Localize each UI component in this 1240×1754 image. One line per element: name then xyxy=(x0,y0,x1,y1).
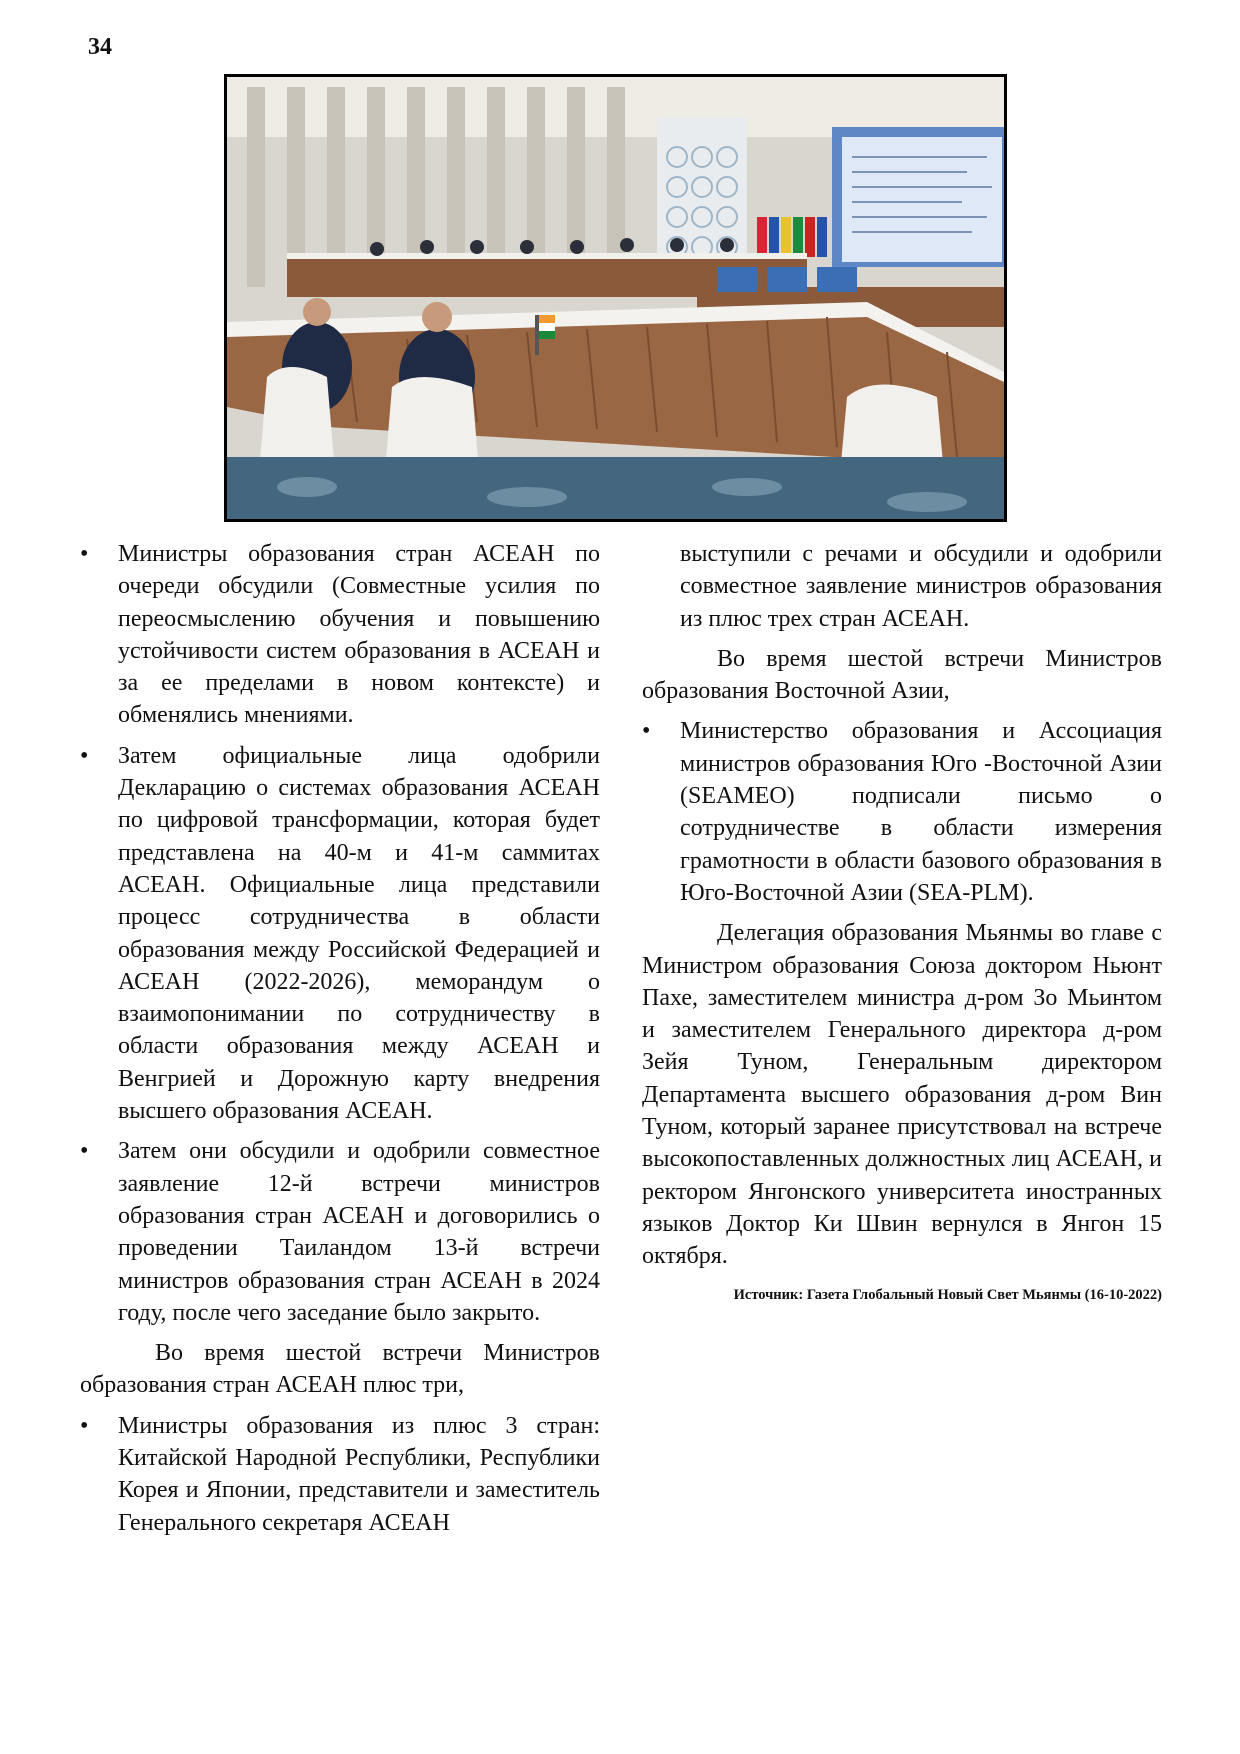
conference-photo xyxy=(224,74,1007,522)
right-bullet-list xyxy=(642,715,1162,909)
right-continuation-list xyxy=(642,538,1162,635)
paragraph-myanmar-delegation: Делегация образования Мьянмы во главе с Министром образования Союза доктором Ньюнт Пахе, заместителем министра д-ром Зо Мьинтом и заместителем Генерального директора д-ром Зейя Туном, Генеральным директором Департамента высшего образования д-ром Вин Туном, который заранее присутствовал на встрече высокопоставленных должностных лиц АСЕАН, и ректором Янгонского университета иностранных языков Доктор Ки Швин вернулся в Янгон 15 октября. xyxy=(642,920,1162,1270)
source-citation: Источник: Газета Глобальный Новый Свет Мьянмы (16-10-2022) xyxy=(733,1286,1162,1303)
list-item: • Министерство образования и Ассоциация министров образования Юго -Восточной Азии (SEAMEO) подписали письмо о сотрудничестве в области измерения грамотности в области базового образования в Юго-Восточной Азии (SEA-PLM). xyxy=(642,715,1162,909)
photo-icon xyxy=(227,77,1004,519)
paragraph-east-asia: Во время шестой встречи Министров образования Восточной Азии, xyxy=(642,645,1162,705)
list-item: • Министры образования из плюс 3 стран: Китайской Народной Республики, Республики Корея и Японии, представители и заместитель Генерального секретаря АСЕАН xyxy=(80,1410,600,1539)
page-number: 34 xyxy=(88,34,112,60)
left-bullet-list xyxy=(80,538,600,1329)
left-bullet-list-2 xyxy=(80,1410,600,1539)
list-item: • Министры образования стран АСЕАН по очереди обсудили (Совместные усилия по переосмыслению обучения и повышению устойчивости систем образования в АСЕАН и за ее пределами в новом контексте) и обменялись мнениями. xyxy=(80,538,600,732)
list-item: • Затем они обсудили и одобрили совместное заявление 12-й встречи министров образования стран АСЕАН и договорились о проведении Таиландом 13-й встречи министров образования стран АСЕАН в 2024 году, после чего заседание было закрыто. xyxy=(80,1135,600,1329)
list-item: • Затем официальные лица одобрили Декларацию о системах образования АСЕАН по цифровой трансформации, которая будет представлена на 40-м и 41-м саммитах АСЕАН. Официальные лица представили процесс сотрудничества в области образования между Российской Федерацией и АСЕАН (2022-2026), меморандум о взаимопонимании по сотрудничеству в области образования между АСЕАН и Венгрией и Дорожную карту внедрения высшего образования АСЕАН. xyxy=(80,740,600,1128)
left-column xyxy=(80,538,600,1547)
right-column xyxy=(642,538,1162,1305)
list-item-continuation: выступили с речами и обсудили и одобрили совместное заявление министров образования из плюс трех стран АСЕАН. xyxy=(680,541,1162,632)
paragraph-asean-plus-three: Во время шестой встречи Министров образования стран АСЕАН плюс три, xyxy=(80,1340,600,1399)
